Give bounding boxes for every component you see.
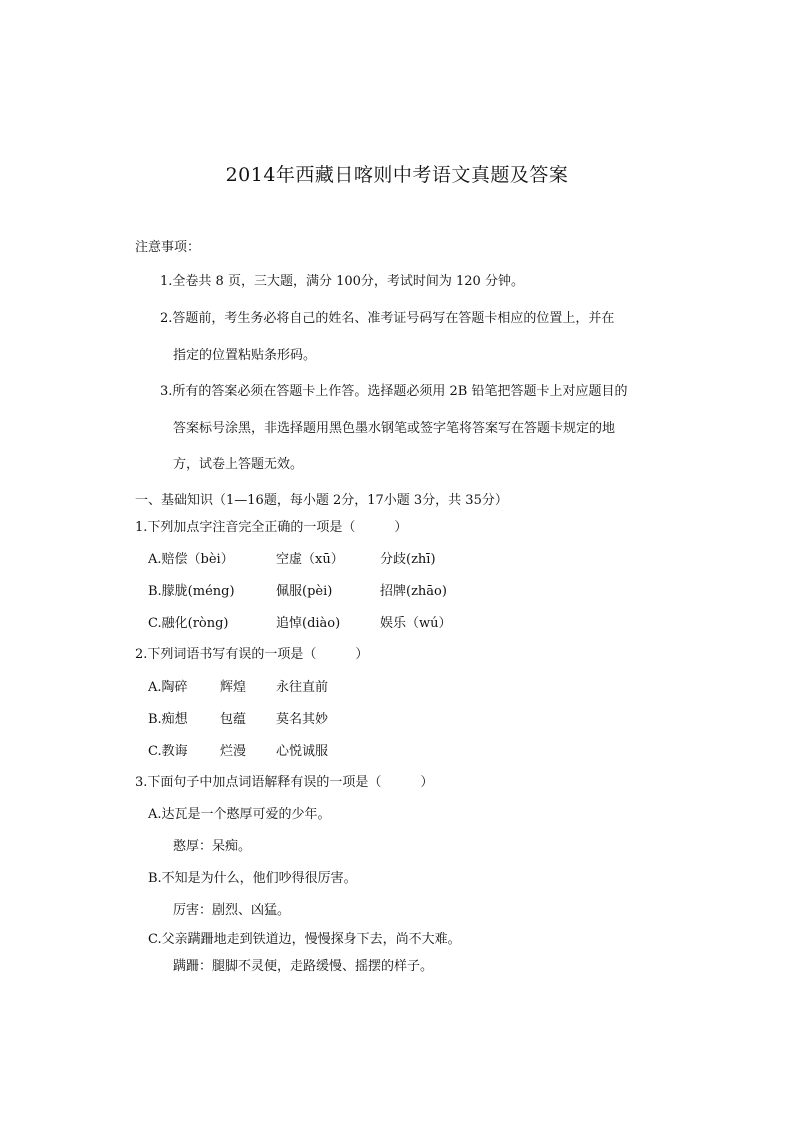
- question-stem: 2.下列词语书写有误的一项是（ ）: [135, 647, 369, 662]
- option-sentence: A.达瓦是一个憨厚可爱的少年。: [148, 807, 331, 822]
- page-title: 2014年西藏日喀则中考语文真题及答案: [225, 164, 569, 186]
- notice-heading: 注意事项：: [135, 240, 201, 255]
- notice-item: 方，试卷上答题无效。: [173, 457, 304, 472]
- option-cell: 永往直前: [276, 680, 329, 695]
- option-cell: C.教诲: [148, 744, 188, 759]
- option-cell: B.朦胧(méng): [148, 584, 235, 599]
- option-sentence: C.父亲蹒跚地走到铁道边，慢慢探身下去，尚不大难。: [148, 932, 461, 947]
- notice-item: 3.所有的答案必须在答题卡上作答。选择题必须用 2B 铅笔把答题卡上对应题目的: [160, 384, 628, 399]
- option-cell: 空虚（xū）: [276, 552, 344, 567]
- notice-item: 1.全卷共 8 页，三大题，满分 100分，考试时间为 120 分钟。: [160, 274, 524, 289]
- option-explanation: 厉害：剧烈、凶猛。: [173, 903, 291, 918]
- option-cell: B.痴想: [148, 712, 188, 727]
- option-cell: A.陶碎: [148, 680, 188, 695]
- option-cell: 娱乐（wú）: [380, 616, 452, 631]
- option-cell: 辉煌: [220, 680, 247, 695]
- notice-item: 答案标号涂黑，非选择题用黑色墨水钢笔或签字笔将答案写在答题卡规定的地: [173, 421, 616, 436]
- notice-item: 指定的位置粘贴条形码。: [173, 348, 317, 363]
- option-cell: A.赔偿（bèi）: [148, 552, 234, 567]
- notice-item: 2.答题前，考生务必将自己的姓名、准考证号码写在答题卡相应的位置上，并在: [160, 311, 615, 326]
- option-cell: 烂漫: [220, 744, 247, 759]
- option-explanation: 蹒跚：腿脚不灵便，走路缓慢、摇摆的样子。: [173, 959, 434, 974]
- option-cell: 心悦诚服: [276, 744, 329, 759]
- question-stem: 3.下面句子中加点词语解释有误的一项是（ ）: [135, 775, 434, 790]
- question-stem: 1.下列加点字注音完全正确的一项是（ ）: [135, 520, 408, 535]
- option-explanation: 憨厚：呆痴。: [173, 839, 252, 854]
- option-cell: C.融化(ròng): [148, 616, 229, 631]
- option-sentence: B.不知是为什么，他们吵得很厉害。: [148, 871, 357, 886]
- option-cell: 佩服(pèi): [276, 584, 333, 599]
- option-cell: 分歧(zhī): [380, 552, 436, 567]
- option-cell: 莫名其妙: [276, 712, 329, 727]
- option-cell: 追悼(diào): [276, 616, 341, 631]
- option-cell: 招牌(zhāo): [380, 584, 447, 599]
- option-cell: 包蕴: [220, 712, 247, 727]
- section-heading: 一、基础知识（1—16题，每小题 2分，17小题 3分，共 35分）: [135, 493, 508, 508]
